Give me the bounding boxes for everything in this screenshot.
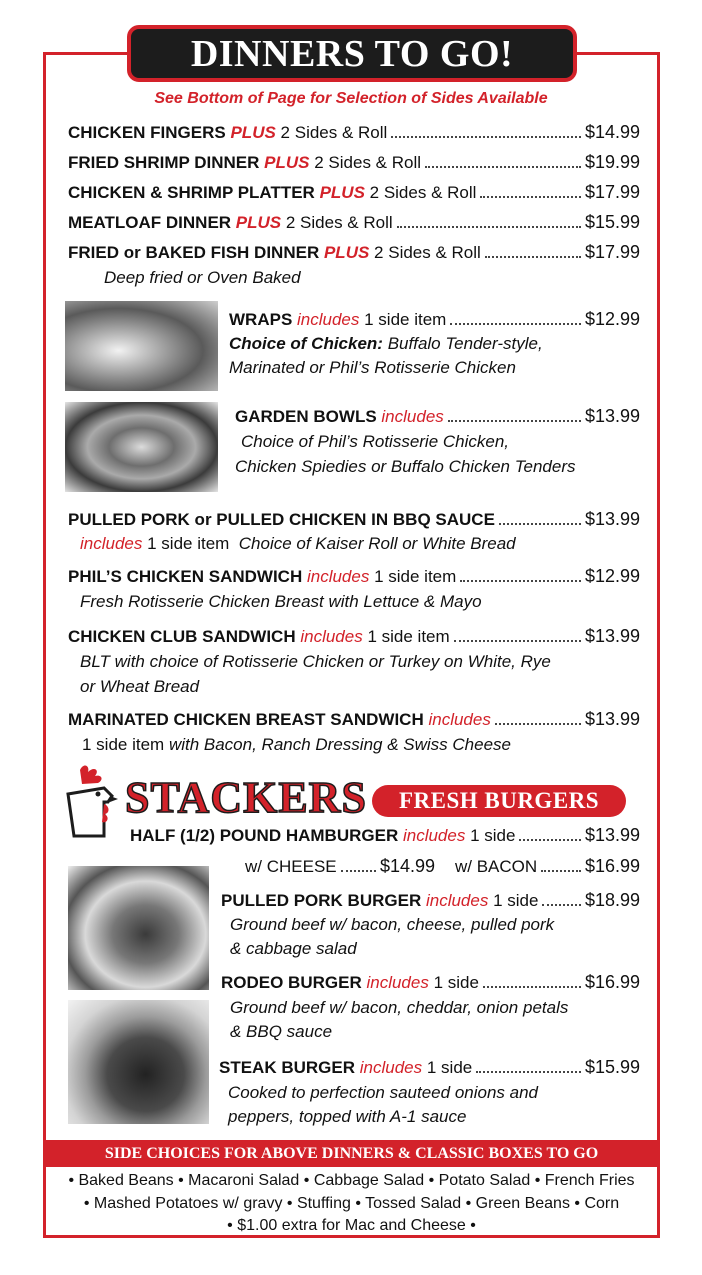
leader-dots: [397, 226, 581, 228]
menu-item-phils-chicken-sandwich: PHIL’S CHICKEN SANDWICH includes 1 side item $12.99: [68, 566, 640, 586]
menu-item-fried-shrimp: FRIED SHRIMP DINNER PLUS 2 Sides & Roll $19.99: [68, 152, 640, 172]
price: $12.99: [584, 566, 640, 586]
price: $15.99: [584, 212, 640, 232]
price: $12.99: [584, 309, 640, 329]
price: $13.99: [584, 509, 640, 529]
price: $13.99: [584, 709, 640, 729]
item-description: Ground beef w/ bacon, cheddar, onion petals: [230, 998, 569, 1017]
leader-dots: [495, 723, 581, 725]
menu-item-wraps: WRAPS includes 1 side item $12.99: [229, 309, 640, 329]
title-banner: [127, 25, 577, 82]
leader-dots: [483, 986, 581, 988]
leader-dots: [499, 523, 581, 525]
option-with-bacon: w/ BACON $16.99: [455, 856, 640, 876]
item-description: & cabbage salad: [230, 939, 357, 958]
option-with-cheese: w/ CHEESE $14.99: [245, 856, 435, 876]
price: $18.99: [584, 890, 640, 910]
menu-item-chicken-club: CHICKEN CLUB SANDWICH includes 1 side item $13.99: [68, 626, 640, 646]
menu-item-steak-burger: STEAK BURGER includes 1 side $15.99: [219, 1057, 640, 1077]
menu-item-marinated-chicken: MARINATED CHICKEN BREAST SANDWICH includes $13.99: [68, 709, 640, 729]
menu-item-half-pound-hamburger: HALF (1/2) POUND HAMBURGER includes 1 side $13.99: [130, 825, 640, 845]
rooster-logo: [60, 762, 120, 842]
menu-item-fish-dinner: FRIED or BAKED FISH DINNER PLUS 2 Sides & Roll $17.99: [68, 242, 640, 262]
price: $13.99: [584, 626, 640, 646]
page-title: DINNERS TO GO!: [190, 32, 514, 75]
price: $17.99: [584, 242, 640, 262]
item-description: Choice of Chicken: Buffalo Tender-style,: [229, 334, 543, 353]
item-description: or Wheat Bread: [80, 677, 200, 696]
menu-item-meatloaf: MEATLOAF DINNER PLUS 2 Sides & Roll $15.99: [68, 212, 640, 232]
price: $15.99: [584, 1057, 640, 1077]
item-description: 1 side item with Bacon, Ranch Dressing & Swiss Cheese: [82, 735, 511, 754]
leader-dots: [541, 870, 581, 872]
pulled-pork-burger-photo: [68, 866, 209, 990]
leader-dots: [454, 640, 581, 642]
leader-dots: [450, 323, 581, 325]
menu-item-chicken-fingers: CHICKEN FINGERS PLUS 2 Sides & Roll $14.99: [68, 122, 640, 142]
sides-list-line: • $1.00 extra for Mac and Cheese •: [227, 1217, 476, 1234]
price: $16.99: [584, 972, 640, 992]
item-description: Ground beef w/ bacon, cheese, pulled pork: [230, 915, 555, 934]
item-description: Cooked to perfection sauteed onions and: [228, 1083, 539, 1102]
item-description: includes 1 side item Choice of Kaiser Roll or White Bread: [80, 534, 516, 553]
menu-item-pulled-pork-chicken: PULLED PORK or PULLED CHICKEN IN BBQ SAUCE $13.99: [68, 509, 640, 529]
steak-burger-photo: [68, 1000, 209, 1124]
sides-heading: SIDE CHOICES FOR ABOVE DINNERS & CLASSIC BOXES TO GO: [46, 1140, 657, 1167]
leader-dots: [542, 904, 580, 906]
item-description: Deep fried or Oven Baked: [104, 268, 301, 287]
leader-dots: [448, 420, 581, 422]
item-description: peppers, topped with A-1 sauce: [228, 1107, 467, 1126]
sides-list-line: • Baked Beans • Macaroni Salad • Cabbage Salad • Potato Salad • French Fries: [68, 1172, 635, 1189]
price: $19.99: [584, 152, 640, 172]
leader-dots: [485, 256, 581, 258]
wrap-photo: [65, 301, 218, 391]
price: $13.99: [584, 825, 640, 845]
price: $14.99: [584, 122, 640, 142]
leader-dots: [460, 580, 581, 582]
item-description: BLT with choice of Rotisserie Chicken or Turkey on White, Rye: [80, 652, 551, 671]
sides-note: See Bottom of Page for Selection of Sides Available: [154, 90, 548, 107]
sides-list-line: • Mashed Potatoes w/ gravy • Stuffing • Tossed Salad • Green Beans • Corn: [83, 1195, 620, 1212]
price: $13.99: [584, 406, 640, 426]
price: $16.99: [584, 856, 640, 876]
stackers-logo-text: STACKERS: [125, 773, 367, 822]
item-description: Chicken Spiedies or Buffalo Chicken Tenders: [235, 457, 576, 476]
item-description: Fresh Rotisserie Chicken Breast with Lettuce & Mayo: [80, 592, 482, 611]
menu-item-garden-bowls: GARDEN BOWLS includes $13.99: [235, 406, 640, 426]
menu-item-chicken-shrimp-platter: CHICKEN & SHRIMP PLATTER PLUS 2 Sides & Roll $17.99: [68, 182, 640, 202]
menu-item-rodeo-burger: RODEO BURGER includes 1 side $16.99: [221, 972, 640, 992]
leader-dots: [425, 166, 581, 168]
item-description: & BBQ sauce: [230, 1022, 333, 1041]
leader-dots: [391, 136, 581, 138]
leader-dots: [476, 1071, 581, 1073]
leader-dots: [341, 870, 376, 872]
leader-dots: [519, 839, 580, 841]
price: $14.99: [379, 856, 435, 876]
leader-dots: [480, 196, 581, 198]
price: $17.99: [584, 182, 640, 202]
item-description: Marinated or Phil’s Rotisserie Chicken: [229, 358, 516, 377]
fresh-burgers-badge: FRESH BURGERS: [372, 785, 626, 817]
menu-item-pulled-pork-burger: PULLED PORK BURGER includes 1 side $18.99: [221, 890, 640, 910]
item-description: Choice of Phil’s Rotisserie Chicken,: [241, 432, 510, 451]
salad-bowl-photo: [65, 402, 218, 492]
